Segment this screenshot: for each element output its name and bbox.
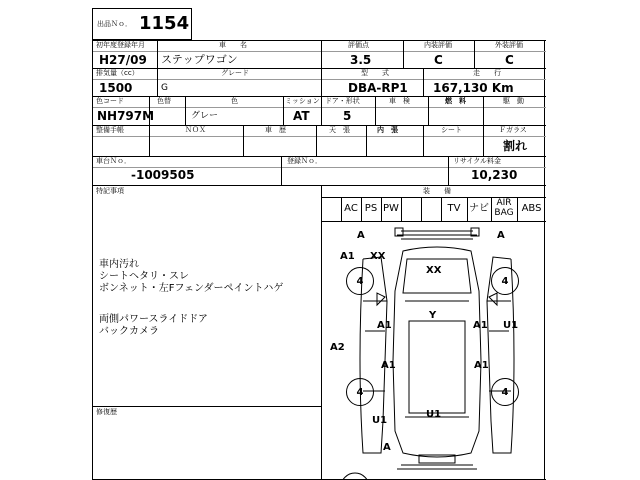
- type-label: 型 式: [361, 69, 389, 77]
- lot-number: 1154: [139, 13, 190, 34]
- tire-rear-left: 4: [346, 378, 374, 406]
- damage-mark: A1: [474, 360, 489, 371]
- recycle-fee: 10,230: [471, 168, 518, 182]
- equipment-tv: TV: [447, 203, 461, 214]
- equipment-ps: PS: [364, 203, 378, 214]
- equipment-ac: AC: [344, 203, 358, 214]
- remark-line: 両側パワースライドドア: [99, 314, 208, 325]
- color: グレー: [191, 111, 219, 121]
- chassis-number: -1009505: [131, 168, 195, 182]
- nox-label: ＮＯＸ: [185, 126, 206, 134]
- score: 3.5: [350, 53, 372, 67]
- mission-label: ミッション: [285, 97, 320, 105]
- damage-mark: A: [497, 230, 505, 241]
- equipment-airbag: AIR BAG: [494, 198, 514, 218]
- damage-mark: U1: [503, 320, 519, 331]
- inspection-label: 車 検: [389, 97, 410, 105]
- remark-line: 車内汚れ: [99, 259, 139, 270]
- exterior-grade: C: [505, 53, 514, 67]
- damage-mark: A1: [473, 320, 488, 331]
- mileage: 167,130 Km: [433, 81, 514, 95]
- remark-line: バックカメラ: [99, 326, 159, 337]
- score-label: 評価点: [348, 41, 369, 49]
- damage-mark: A1: [381, 360, 396, 371]
- registration-label: 登録Ｎｏ．: [287, 157, 322, 165]
- equipment-navi: ナビ: [469, 203, 489, 214]
- interior-trim-label: 内 張: [377, 126, 398, 134]
- equipment-label: 装 備: [423, 187, 451, 195]
- chassis-label: 車台Ｎｏ．: [96, 157, 131, 165]
- mission: AT: [293, 109, 310, 123]
- damage-mark: Y: [429, 310, 437, 321]
- recycle-fee-label: リサイクル料金: [453, 157, 502, 165]
- remark-line: シートヘタリ・スレ: [99, 271, 189, 282]
- tire-rear-right: 4: [491, 378, 519, 406]
- doors-label: ドア・形状: [325, 97, 360, 105]
- displacement: 1500: [99, 81, 133, 95]
- headliner-label: 天 張: [329, 126, 350, 134]
- tire-front-right: 4: [491, 267, 519, 295]
- displacement-label: 排気量（cc）: [96, 69, 139, 77]
- exterior-grade-label: 外装評価: [495, 41, 523, 49]
- damage-mark: A1: [340, 251, 355, 262]
- color-code-label: 色コード: [96, 97, 124, 105]
- repair-history-label: 修復歴: [96, 408, 117, 416]
- grade-label: グレード: [221, 69, 249, 77]
- damage-mark: U1: [372, 415, 388, 426]
- first-registration: H27/09: [99, 53, 147, 67]
- remark-line: ボンネット・左Fフェンダーペイントハゲ: [99, 283, 284, 294]
- color-label: 色: [231, 97, 238, 105]
- tire-front-left: 4: [346, 267, 374, 295]
- model-type: DBA-RP1: [348, 81, 408, 95]
- remarks-label: 特記事項: [96, 187, 124, 195]
- damage-mark: XX: [426, 265, 442, 276]
- doors: 5: [343, 109, 352, 123]
- seat-label: シート: [441, 126, 462, 134]
- mileage-label: 走 行: [473, 69, 501, 77]
- interior-grade: C: [434, 53, 443, 67]
- damage-mark: A: [383, 442, 391, 453]
- equipment-abs: ABS: [521, 203, 542, 214]
- damage-mark: A2: [330, 342, 345, 353]
- lot-number-box: [92, 8, 192, 40]
- model-name: ステップワゴン: [161, 53, 238, 66]
- service-book-label: 整備手帳: [96, 126, 124, 134]
- damage-mark: U1: [426, 409, 442, 420]
- inspection-sheet: [92, 40, 545, 480]
- first-registration-label: 初年度登録年月: [96, 41, 145, 49]
- drive-label: 駆 動: [503, 97, 524, 105]
- damage-mark: XX: [370, 251, 386, 262]
- history-label: 車 歴: [265, 126, 286, 134]
- model-label: 車 名: [219, 41, 247, 49]
- interior-grade-label: 内装評価: [424, 41, 452, 49]
- damage-mark: A1: [377, 320, 392, 331]
- equipment-pw: PW: [383, 203, 399, 214]
- grade: G: [161, 83, 168, 93]
- color-code: NH797M: [97, 109, 155, 123]
- fuel-label: 燃 料: [445, 97, 466, 105]
- damage-mark: A: [357, 230, 365, 241]
- lot-number-label: 出品Ｎｏ．: [97, 20, 132, 28]
- front-glass-label: Ｆガラス: [499, 126, 527, 134]
- front-glass: 割れ: [503, 139, 528, 153]
- color-change-label: 色替: [157, 97, 171, 105]
